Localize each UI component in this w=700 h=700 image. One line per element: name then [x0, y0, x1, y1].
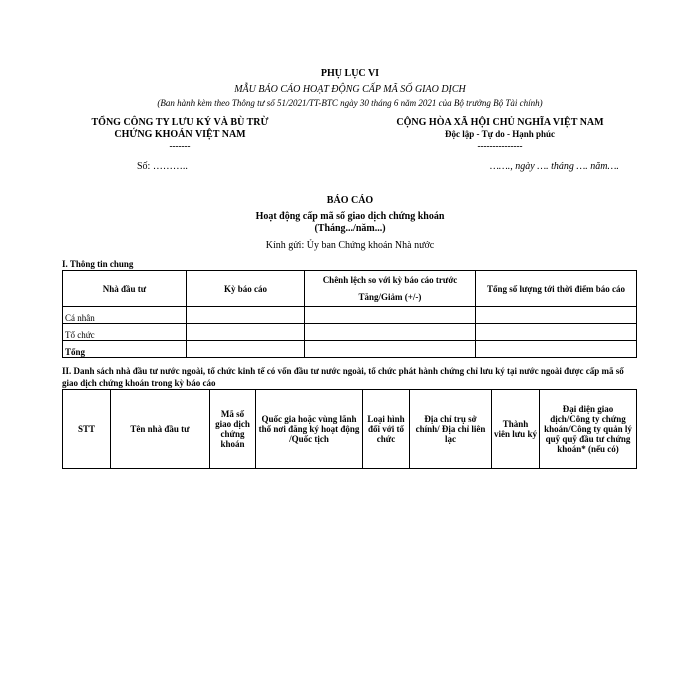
table-row: [63, 341, 637, 358]
col-org-type: Loại hình đối với tổ chức: [363, 390, 410, 469]
motto: Độc lập - Tự do - Hạnh phúc: [444, 129, 555, 139]
col-stt: STT: [63, 390, 111, 469]
section2-heading: II. Danh sách nhà đầu tư nước ngoài, tổ chức kinh tế có vốn đầu tư nước ngoài, tổ chức phát hành chứng chỉ lưu ký tại nước ngoài được cấp mã số giao dịch chứng khoán trong kỳ báo cáo: [62, 366, 624, 388]
org-divider: -------: [169, 141, 191, 151]
motto-divider: ---------------: [477, 141, 523, 151]
issued-note: (Ban hành kèm theo Thông tư số 51/2021/TT-BTC ngày 30 tháng 6 năm 2021 của Bộ trưởng Bộ Tài chính): [157, 98, 543, 108]
report-title: BÁO CÁO: [326, 195, 374, 206]
col-investor-name: Tên nhà đầu tư: [111, 390, 210, 469]
row-label-total: Tổng: [63, 341, 187, 358]
general-info-header-row: [63, 271, 637, 307]
col-country: Quốc gia hoặc vùng lãnh thổ nơi đăng ký hoạt động /Quốc tịch: [256, 390, 363, 469]
form-title: MẪU BÁO CÁO HOẠT ĐỘNG CẤP MÃ SỐ GIAO DỊCH: [234, 84, 466, 95]
col-trading-code: Mã số giao dịch chứng khoán: [210, 390, 256, 469]
table-cell: [476, 341, 637, 358]
table-cell: [476, 307, 637, 324]
table-row: [63, 307, 637, 324]
dateline: ……., ngày …. tháng …. năm….: [490, 161, 619, 172]
org-name-line2: CHỨNG KHOÁN VIỆT NAM: [114, 129, 246, 140]
table-cell: [187, 324, 305, 341]
document-number: Số: ………..: [137, 161, 188, 172]
col-total: Tổng số lượng tới thời điểm báo cáo: [476, 271, 637, 307]
appendix-label: PHỤ LỤC VI: [320, 68, 380, 79]
table-cell: [305, 341, 476, 358]
col-trading-representative: Đại diện giao dịch/Công ty chứng khoán/Công ty quản lý quỹ quỹ đầu tư chứng khoán* (nếu có): [540, 390, 637, 469]
table-cell: [476, 324, 637, 341]
org-name-line1: TỔNG CÔNG TY LƯU KÝ VÀ BÙ TRỪ: [91, 117, 269, 128]
col-difference-line2: Tăng/Giảm (+/-): [358, 292, 422, 302]
report-subtitle: Hoạt động cấp mã số giao dịch chứng khoán: [255, 211, 445, 222]
row-label-individual: Cá nhân: [63, 307, 187, 324]
country-name: CỘNG HÒA XÃ HỘI CHỦ NGHĨA VIỆT NAM: [396, 117, 604, 128]
table-cell: [187, 307, 305, 324]
report-recipient: Kính gửi: Ủy ban Chứng khoán Nhà nước: [265, 240, 435, 251]
table-cell: [305, 324, 476, 341]
report-period: (Tháng.../năm...): [314, 223, 386, 234]
investor-list-table: [62, 389, 637, 469]
table-cell: [305, 307, 476, 324]
table-cell: [187, 341, 305, 358]
col-investor: Nhà đầu tư: [63, 271, 187, 307]
col-difference-line1: Chênh lệch so với kỳ báo cáo trước: [322, 275, 458, 285]
col-custodian: Thành viên lưu ký: [492, 390, 540, 469]
investor-list-header-row: [63, 390, 637, 469]
col-report-period: Kỳ báo cáo: [187, 271, 305, 307]
col-address: Địa chỉ trụ sở chính/ Địa chỉ liên lạc: [410, 390, 492, 469]
section1-heading: I. Thông tin chung: [62, 259, 134, 269]
general-info-table: [62, 270, 637, 358]
table-row: [63, 324, 637, 341]
row-label-organization: Tổ chức: [63, 324, 187, 341]
col-difference: [305, 271, 476, 307]
